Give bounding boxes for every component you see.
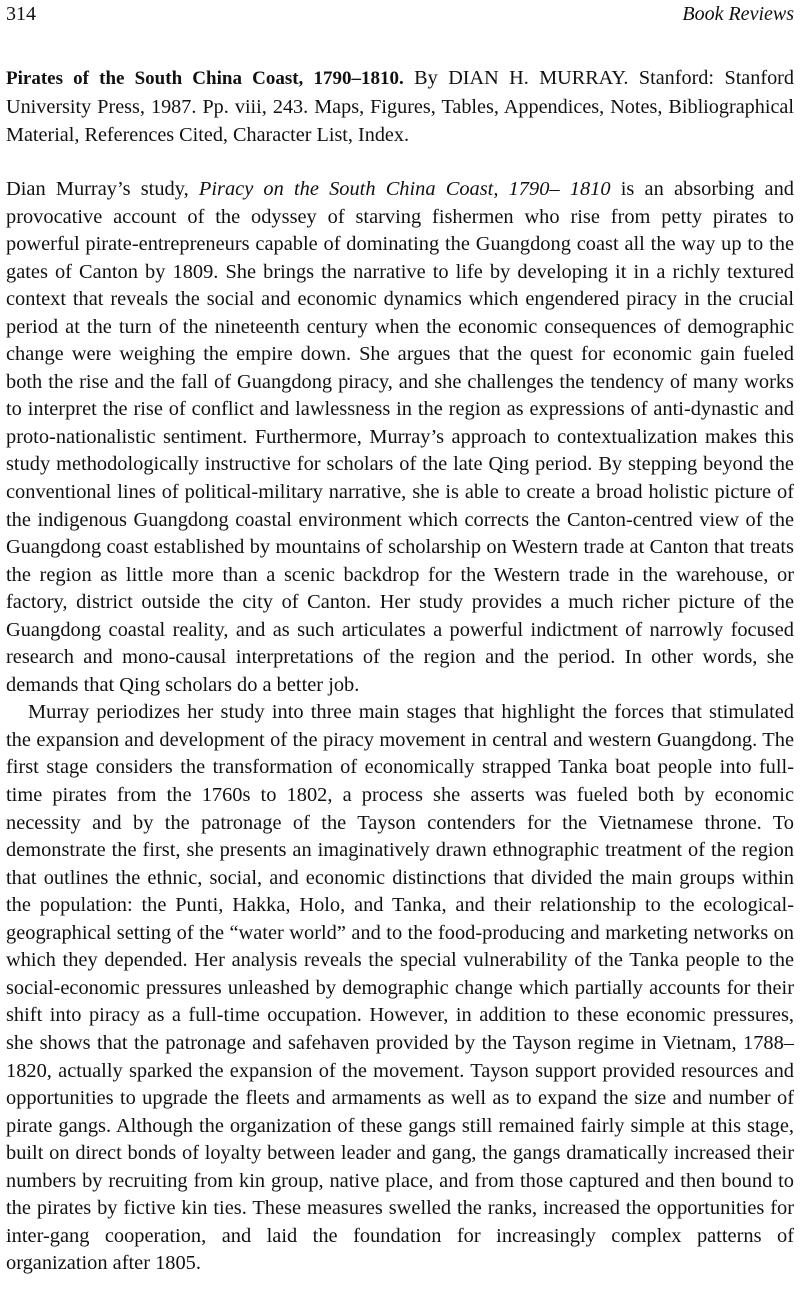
paragraph xyxy=(6,176,794,699)
book-citation xyxy=(6,64,794,149)
citation-details: By DIAN H. MURRAY. Stanford: Stanford University Press, 1987. Pp. viii, 243. Maps, Figures, Tables, Appendices, Notes, Bibliographical Material, References Cited, Character List, Index. xyxy=(6,67,794,146)
review-body xyxy=(6,176,794,1278)
section-title: Book Reviews xyxy=(682,3,794,25)
running-head xyxy=(6,0,794,28)
paragraph-lead: Dian Murray’s study, xyxy=(6,178,199,200)
reviewed-book-title: Pirates of the South China Coast, 1790–1810. xyxy=(6,68,404,89)
inline-book-title: Piracy on the South China Coast, 1790– 1810 xyxy=(198,178,611,200)
page-number: 314 xyxy=(6,3,36,25)
paragraph: Murray periodizes her study into three main stages that highlight the forces that stimulated the expansion and development of the piracy movement in central and western Guangdong. The first stage considers the transformation of economically strapped Tanka boat people into full-time pirates from the 1760s to 1802, a process she asserts was fueled both by economic necessity and by the patronage of the Tayson contenders for the Vietnamese throne. To demonstrate the first, she presents an imaginatively drawn ethnographic treatment of the region that outlines the ethnic, social, and economic distinctions that divided the main groups within the population: the Punti, Hakka, Holo, and Tanka, and their relationship to the ecological-geographical setting of the “water world” and to the food-producing and marketing networks on which they depended. Her analysis reveals the special vulnerability of the Tanka people to the social-economic pressures unleashed by demographic change which partially accounts for their shift into piracy as a full-time occupation. However, in addition to these economic pressures, she shows that the patronage and safehaven provided by the Tayson regime in Vietnam, 1788–1820, actually sparked the expansion of the movement. Tayson support provided resources and opportunities to upgrade the fleets and armaments as well as to expand the size and number of pirate gangs. Although the organization of these gangs still remained fairly simple at this stage, built on direct bonds of loyalty between leader and gang, the gangs dramatically increased their numbers by recruiting from kin group, native place, and from those captured and then bound to the pirates by fictive kin ties. These measures swelled the ranks, increased the opportunities for inter-gang cooperation, and laid the foundation for increasingly complex patterns of organization after 1805. xyxy=(6,701,794,1275)
paragraph-text: is an absorbing and provocative account of the odyssey of starving fishermen who rise from petty pirates to powerful pirate-entrepreneurs capable of dominating the Guangdong coast all the way up to the gates of Canton by 1809. She brings the narrative to life by developing it in a richly textured context that reveals the social and economic dynamics which engendered piracy in the crucial period at the turn of the nineteenth century when the economic consequences of demographic change were weighing the empire down. She argues that the quest for economic gain fueled both the rise and the fall of Guangdong piracy, and she challenges the tendency of many works to interpret the rise of conflict and lawlessness in the region as expressions of anti-dynastic and proto-nationalistic sentiment. Furthermore, Murray’s approach to contextualization makes this study methodologically instructive for scholars of the late Qing period. By stepping beyond the conventional lines of political-military narrative, she is able to create a broad holistic picture of the indigenous Guangdong coastal environment which corrects the Canton-centred view of the Guangdong coast established by mountains of scholarship on Western trade at Canton that treats the region as little more than a scenic backdrop for the Western trade in the warehouse, or factory, district outside the city of Canton. Her study provides a much richer picture of the Guangdong coastal reality, and as such articulates a powerful indictment of narrowly focused research and mono-causal interpretations of the region and the period. In other words, she demands that Qing scholars do a better job. xyxy=(6,178,794,696)
